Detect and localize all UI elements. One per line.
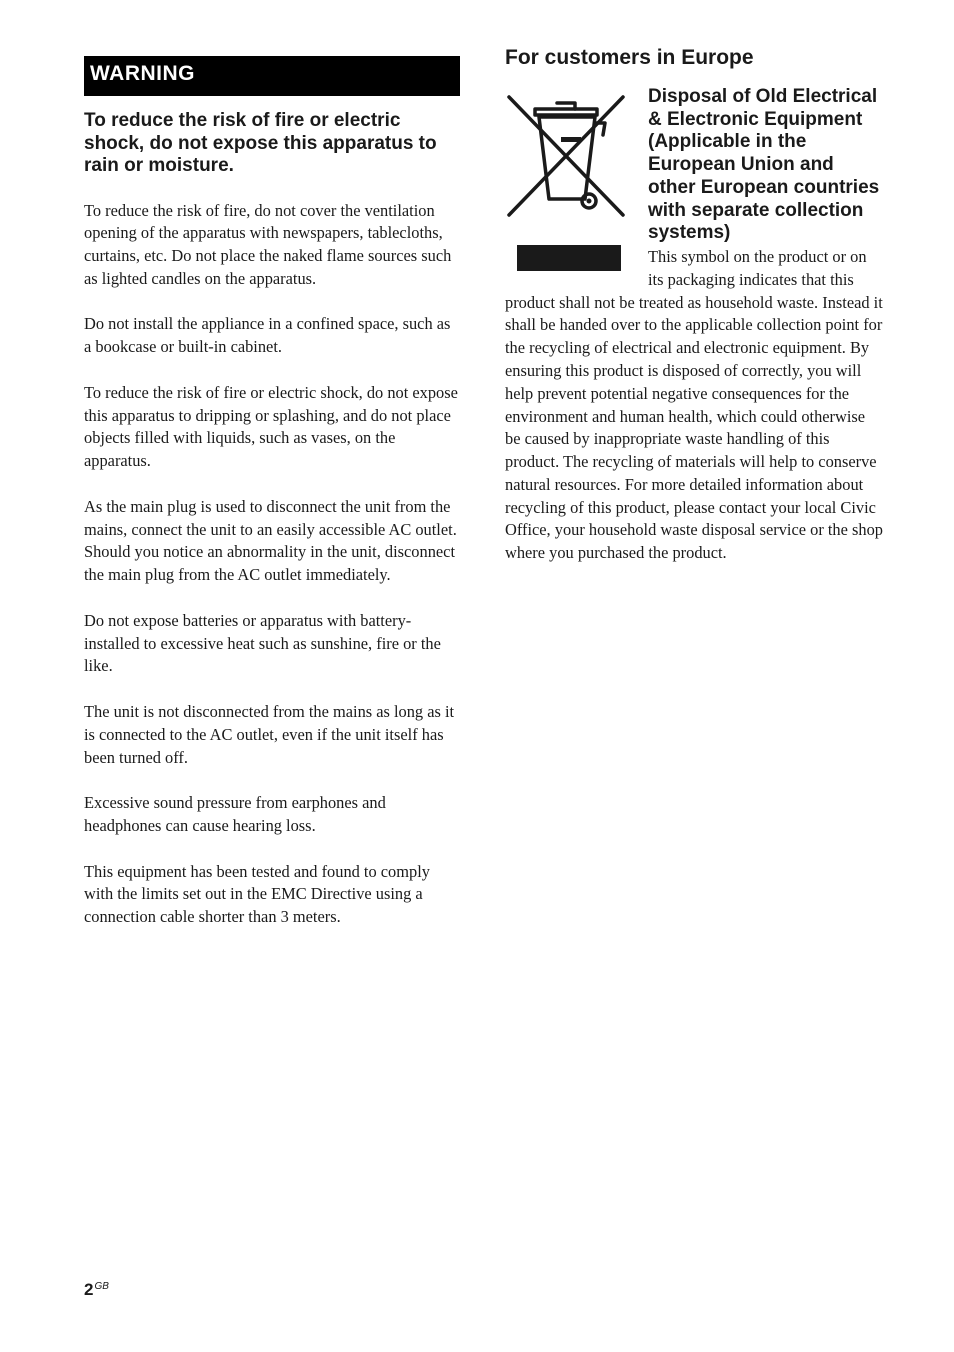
europe-column [505, 44, 883, 565]
warning-paragraph: The unit is not disconnected from the mains as long as it is connected to the AC outlet, even if the unit itself has been turned off. [84, 702, 455, 767]
section-title: For customers in Europe [505, 46, 754, 69]
warning-paragraph: To reduce the risk of fire or electric shock, do not expose this apparatus to dripping or splashing, and do not place objects filled with liquids, such as vases, on the apparatus. [84, 382, 458, 471]
warning-header [84, 56, 460, 96]
bin-slot [561, 137, 581, 142]
bin-wheel-hub [587, 199, 592, 204]
warning-column [84, 56, 460, 929]
page-number [84, 1280, 109, 1300]
warning-paragraph: Do not install the appliance in a confined space, such as a bookcase or built-in cabinet. [84, 314, 451, 357]
warning-paragraph: This equipment has been tested and found to comply with the limits set out in the EMC Directive using a connection cable shorter than 3 meters. [84, 861, 430, 927]
disposal-title: Disposal of Old Electrical & Electronic Equipment (Applicable in the European Union and other European countries with separate collection systems) [648, 86, 880, 244]
warning-label: WARNING [90, 62, 195, 85]
warning-paragraph: Do not expose batteries or apparatus with battery-installed to excessive heat such as sunshine, fire or the like. [84, 610, 441, 676]
crossed-out-wheelie-bin-icon [505, 91, 629, 271]
page-language-suffix: GB [94, 1281, 109, 1292]
warning-paragraph: As the main plug is used to disconnect the unit from the mains, connect the unit to an easily accessible AC outlet. Should you notice an abnormality in the unit, disconnect the main plug from the AC outlet immediately. [84, 496, 457, 585]
disposal-body: This symbol on the product or on its packaging indicates that this product shall not be treated as household waste. Instead it shall be handed over to the applicable collection point for the recycling of electrical and electronic equipment. By ensuring this product is disposed of correctly, you will help prevent potential negative consequences for the environment and human health, which could otherwise be caused by inappropriate waste handling of this product. The recycling of materials will help to conserve natural resources. For more detailed information about recycling of this product, please contact your local Civic Office, your household waste disposal service or the shop where you purchased the product. [505, 246, 883, 563]
warning-paragraph: Excessive sound pressure from earphones and headphones can cause hearing loss. [84, 793, 386, 836]
bin-symbol-svg [505, 91, 629, 241]
page-number-value: 2 [84, 1280, 94, 1299]
warning-paragraph: To reduce the risk of fire, do not cover the ventilation opening of the apparatus with newspapers, tablecloths, curtains, etc. Do not place the naked flame sources such as lighted candles on the apparatus. [84, 200, 452, 288]
warning-lead: To reduce the risk of fire or electric shock, do not expose this apparatus to rain or moisture. [84, 110, 437, 176]
bin-underline-bar [517, 245, 621, 271]
